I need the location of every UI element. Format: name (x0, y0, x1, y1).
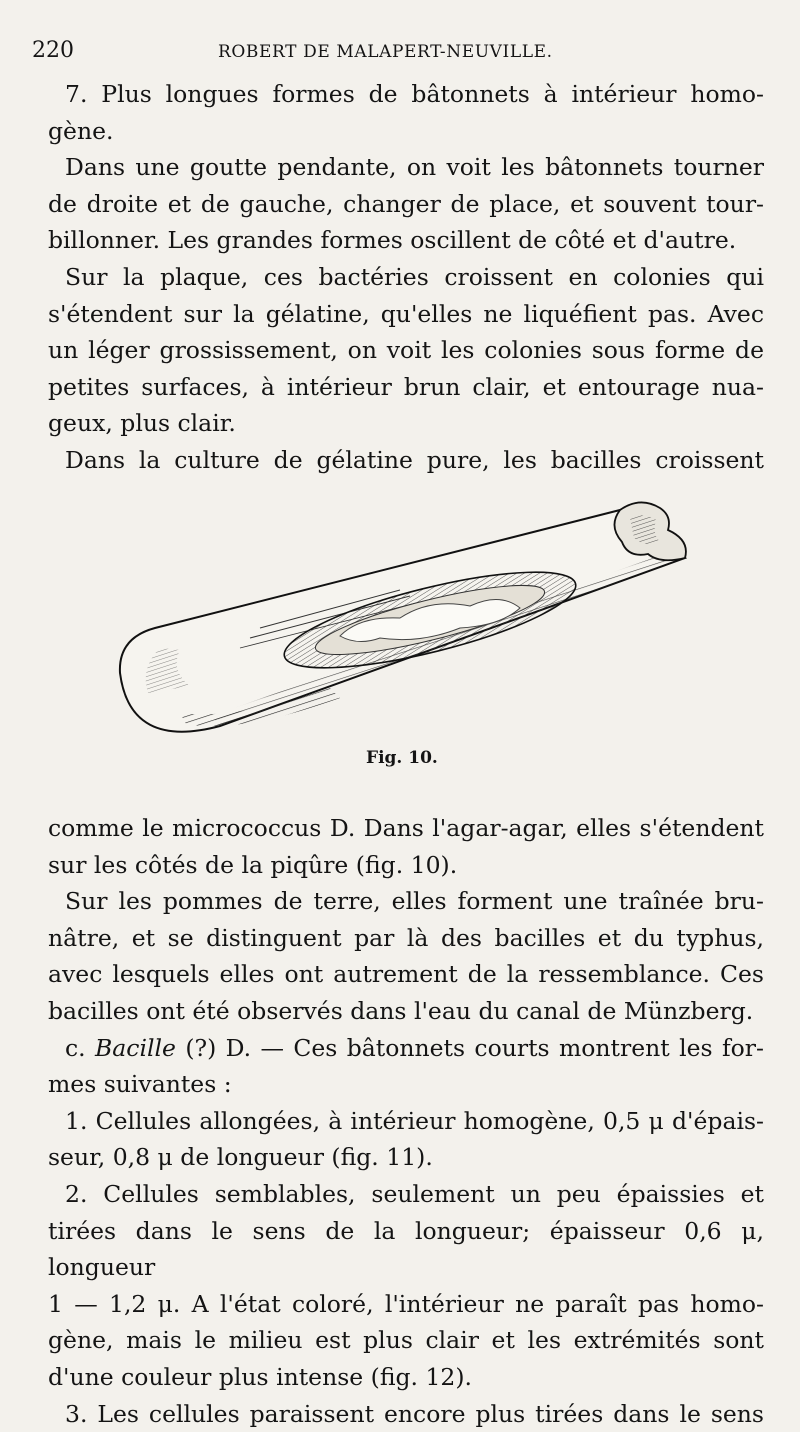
line: billonner. Les grandes formes oscillent de côté et d'autre. (48, 222, 764, 259)
page-header (32, 38, 772, 72)
line: gène. (48, 113, 764, 150)
line: tirées dans le sens de la longueur; épaisseur 0,6 μ, longueur (48, 1213, 764, 1286)
line: d'une couleur plus intense (fig. 12). (48, 1359, 764, 1396)
line: comme le micrococcus D. Dans l'agar-agar, elles s'étendent (48, 810, 764, 847)
line: nâtre, et se distinguent par là des bacilles et du typhus, (48, 920, 764, 957)
line: de droite et de gauche, changer de place, et souvent tour- (48, 186, 764, 223)
bacille-term: Bacille (95, 1034, 176, 1062)
line: Sur la plaque, ces bactéries croissent en colonies qui (48, 259, 764, 296)
running-title: ROBERT DE MALAPERT-NEUVILLE. (218, 42, 553, 62)
line: s'étendent sur la gélatine, qu'elles ne liquéfient pas. Avec (48, 296, 764, 333)
line: gène, mais le milieu est plus clair et les extrémités sont (48, 1322, 764, 1359)
line: mes suivantes : (48, 1066, 764, 1103)
text-block-bottom (48, 810, 764, 1432)
section-letter: c. (65, 1034, 86, 1062)
line: 1 — 1,2 μ. A l'état coloré, l'intérieur ne paraît pas homo- (48, 1286, 764, 1323)
line: sur les côtés de la piqûre (fig. 10). (48, 847, 764, 884)
line: bacilles ont été observés dans l'eau du canal de Münzberg. (48, 993, 764, 1030)
line: avec lesquels elles ont autrement de la ressemblance. Ces (48, 956, 764, 993)
line: seur, 0,8 μ de longueur (fig. 11). (48, 1139, 764, 1176)
page-number: 220 (32, 38, 74, 63)
line: 3. Les cellules paraissent encore plus tirées dans le sens (48, 1396, 764, 1432)
line: Dans la culture de gélatine pure, les bacilles croissent (48, 442, 764, 479)
line (48, 1030, 764, 1067)
line: 1. Cellules allongées, à intérieur homogène, 0,5 μ d'épais- (48, 1103, 764, 1140)
line: Dans une goutte pendante, on voit les bâtonnets tourner (48, 149, 764, 186)
line: Sur les pommes de terre, elles forment une traînée bru- (48, 883, 764, 920)
section-text: (?) D. — Ces bâtonnets courts montrent les for- (185, 1034, 764, 1062)
line: petites surfaces, à intérieur brun clair, et entourage nua- (48, 369, 764, 406)
text-block-top (48, 76, 764, 479)
line: geux, plus clair. (48, 405, 764, 442)
line: un léger grossissement, on voit les colonies sous forme de (48, 332, 764, 369)
line: 2. Cellules semblables, seulement un peu épaissies et (48, 1176, 764, 1213)
figure-caption: Fig. 10. (366, 748, 438, 768)
line: 7. Plus longues formes de bâtonnets à intérieur homo- (48, 76, 764, 113)
